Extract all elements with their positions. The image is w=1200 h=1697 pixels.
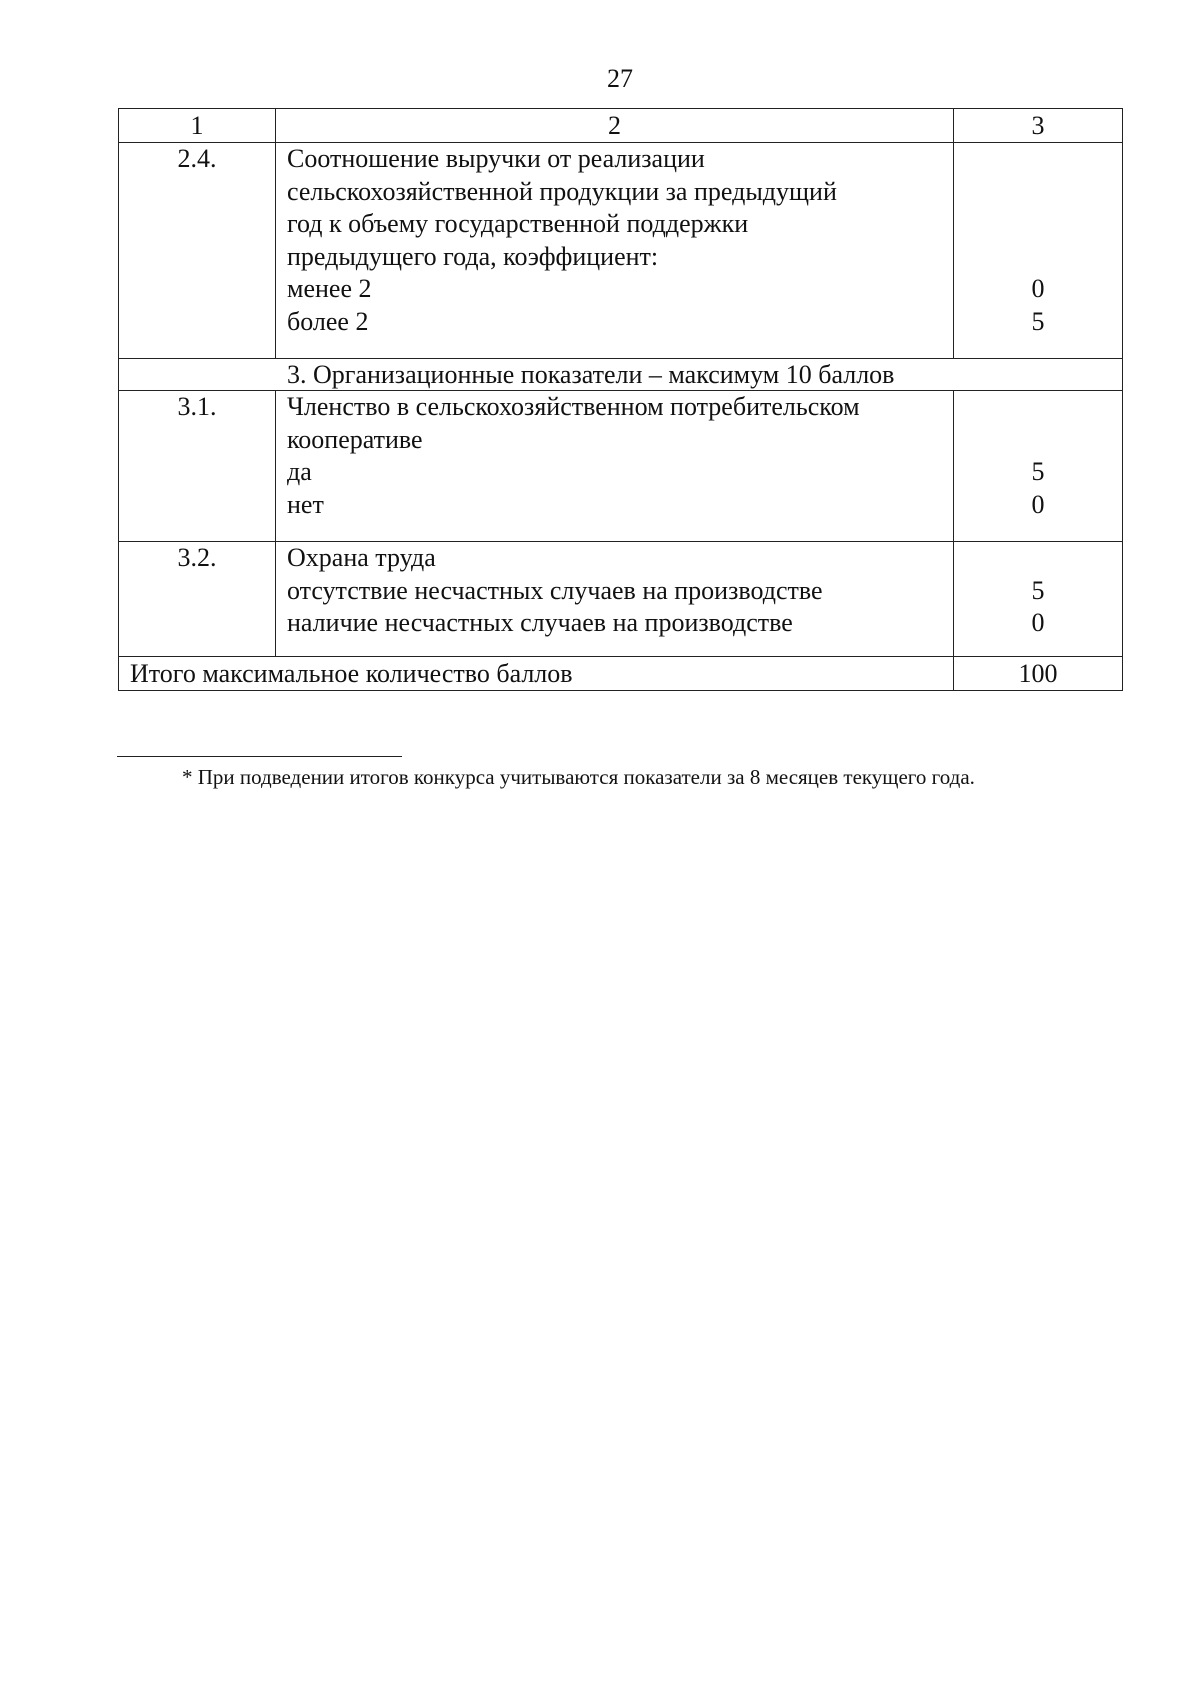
option-score: 5 [1031,306,1045,336]
option-label: да [287,457,312,486]
option-label: более 2 [287,306,369,336]
score-cell [954,542,1123,657]
option-score: 5 [1031,457,1045,486]
page-number: 27 [607,64,633,93]
table-row-3-1 [119,391,1123,542]
criterion-description [276,143,954,359]
criterion-title-line: предыдущего года, коэффициент: [287,241,659,271]
score-cell [954,391,1123,542]
option-score: 0 [1031,489,1045,519]
footnote: * При подведении итогов конкурса учитываются показатели за 8 месяцев текущего года. [182,765,975,789]
header-cell-2: 2 [276,109,954,143]
criterion-title-line: сельскохозяйственной продукции за предыдущий [287,176,837,206]
criterion-title-line: Охрана труда [287,543,436,572]
footnote-divider [117,756,402,757]
criterion-title-line: год к объему государственной поддержки [287,209,749,238]
section-header-row [119,359,1123,391]
criterion-description [276,542,954,657]
criterion-description [276,391,954,542]
option-score: 5 [1031,575,1045,605]
criterion-title-line: Соотношение выручки от реализации [287,144,705,173]
score-cell [954,143,1123,359]
table-row-3-2 [119,542,1123,657]
total-row [119,657,1123,691]
total-value: 100 [954,657,1123,691]
option-label: менее 2 [287,274,372,303]
header-cell-1: 1 [119,109,276,143]
criteria-table [118,108,1123,691]
row-number: 3.2. [119,542,276,657]
option-score: 0 [1031,274,1045,303]
table-row-2-4 [119,143,1123,359]
option-label: нет [287,489,324,519]
row-number: 3.1. [119,391,276,542]
total-label: Итого максимальное количество баллов [119,657,954,691]
option-label: отсутствие несчастных случаев на производстве [287,575,823,605]
criterion-title-line: Членство в сельскохозяйственном потребительском [287,392,860,421]
criterion-title-line: кооперативе [287,424,423,454]
table-header-row [119,109,1123,143]
row-number: 2.4. [119,143,276,359]
option-label: наличие несчастных случаев на производстве [287,608,793,637]
option-score: 0 [1031,608,1045,637]
section-title: 3. Организационные показатели – максимум 10 баллов [119,359,1123,391]
header-cell-3: 3 [954,109,1123,143]
